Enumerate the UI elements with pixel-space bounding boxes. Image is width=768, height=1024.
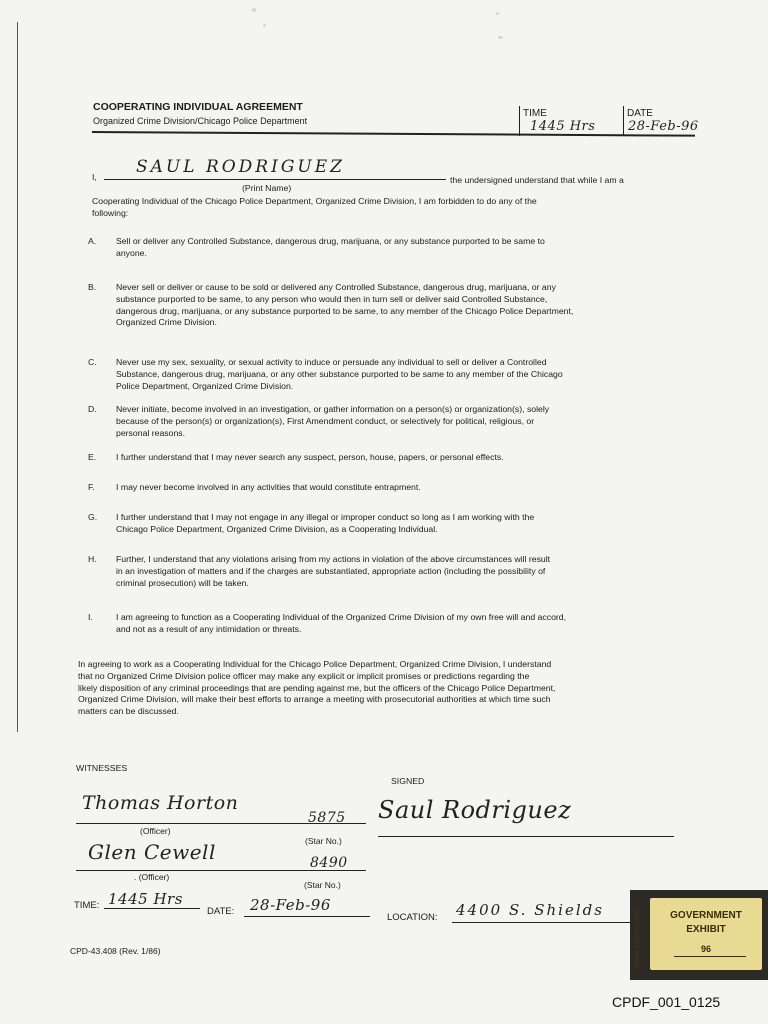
item-letter: H.: [88, 554, 97, 564]
scan-speck: [498, 36, 503, 39]
item-letter: I.: [88, 612, 93, 622]
footer-date-line: [244, 916, 370, 917]
item-text-line: I further understand that I may never search any suspect, person, house, papers, or personal effects.: [116, 452, 504, 462]
print-name-line: [104, 179, 446, 180]
item-text-line: in an investigation of matters and if the charges are substantiated, appropriate action (including the possibility of: [116, 565, 546, 576]
closing-line: matters can be discussed.: [78, 706, 179, 717]
government-exhibit-sticker: [630, 890, 768, 980]
exhibit-number-line: [674, 956, 746, 957]
time-field: [519, 106, 620, 136]
handwritten-print-name: SAUL RODRIGUEZ: [136, 157, 345, 177]
item-text-line: personal reasons.: [116, 427, 186, 438]
date-field: [623, 106, 714, 136]
closing-paragraph: [78, 659, 555, 718]
document-title: COOPERATING INDIVIDUAL AGREEMENT: [93, 101, 303, 113]
item-letter: G.: [88, 512, 98, 522]
intro-prefix: I,: [92, 172, 97, 182]
item-letter: F.: [88, 482, 95, 492]
date-label: DATE: [627, 108, 653, 119]
item-text-line: Further, I understand that any violations arising from my actions in violation of the above circumstances will result: [116, 554, 551, 564]
closing-line: Organized Crime Division, will make their best efforts to arrange a meeting with prosecutorial authorities at which time such: [78, 694, 551, 705]
item-text-line: Never sell or deliver or cause to be sold or delivered any Controlled Substance, dangerous drug, marijuana, or any: [116, 282, 556, 292]
signer-signature: Saul Rodriguez: [378, 796, 572, 824]
item-letter: E.: [88, 452, 97, 462]
officer2-signature: Glen Cewell: [88, 840, 216, 864]
item-text-line: Organized Crime Division.: [116, 317, 217, 328]
bates-number: CPDF_001_0125: [612, 994, 721, 1010]
item-text-line: I am agreeing to function as a Cooperating Individual of the Organized Crime Division of my own free will and accord,: [116, 612, 567, 622]
item-text-line: I further understand that I may not engage in any illegal or improper conduct so long as I am working with the: [116, 512, 535, 522]
item-text-line: Chicago Police Department, Organized Crime Division, as a Cooperating Individual.: [116, 523, 438, 534]
officer1-label: (Officer): [140, 826, 171, 836]
footer-date-value: 28-Feb-96: [250, 896, 331, 914]
footer-time-label: TIME:: [74, 900, 100, 911]
officer2-label: . (Officer): [134, 872, 170, 882]
scan-speck: [496, 12, 499, 15]
left-margin-line: [17, 22, 18, 732]
item-text-line: because of the person(s) or organization(s), First Amendment conduct, or selectively for political, religious, or: [116, 415, 535, 426]
closing-line: likely disposition of any criminal proceedings that are pending against me, but the officers of the Chicago Police Department,: [78, 682, 556, 693]
item-letter: A.: [88, 236, 97, 246]
item-text-line: Substance, dangerous drug, marijuana, or any other substance purported to be same to any member of the Chicago: [116, 368, 563, 379]
closing-line: In agreeing to work as a Cooperating Individual for the Chicago Police Department, Organized Crime Division, I understand: [78, 659, 552, 669]
item-text-line: Sell or deliver any Controlled Substance, dangerous drug, marijuana, or any substance purported to be same to: [116, 236, 545, 246]
item-text-line: Never initiate, become involved in an investigation, or gather information on a person(s) or organization(s), solely: [116, 404, 550, 414]
item-text-line: Never use my sex, sexuality, or sexual activity to induce or persuade any individual to sell or deliver a Controlled: [116, 357, 547, 367]
date-value: 28-Feb-96: [628, 119, 699, 134]
signed-label: SIGNED: [391, 776, 425, 786]
scan-speck: [252, 8, 256, 12]
item-text-line: criminal prosecution) will be taken.: [116, 577, 249, 588]
footer-location-label: LOCATION:: [387, 912, 438, 923]
officer1-star-number: 5875: [308, 810, 346, 826]
document-subtitle: Organized Crime Division/Chicago Police Department: [93, 116, 308, 126]
footer-location-line: [452, 922, 632, 923]
item-letter: C.: [88, 357, 97, 367]
item-letter: D.: [88, 404, 97, 414]
scan-speck: [263, 24, 266, 27]
star-no-label-1: (Star No.): [305, 836, 342, 846]
form-number: CPD-43.408 (Rev. 1/86): [70, 946, 161, 956]
item-text-line: dangerous drug, marijuana, or any substance purported to be same, to any member of the Chicago Police Department,: [116, 305, 574, 316]
item-text-line: Police Department, Organized Crime Division.: [116, 380, 294, 391]
exhibit-title-line1: GOVERNMENT: [670, 910, 742, 921]
exhibit-title-line2: EXHIBIT: [686, 924, 726, 935]
star-no-label-2: (Star No.): [304, 880, 341, 890]
signer-signature-line: [378, 836, 674, 837]
item-text-line: anyone.: [116, 247, 147, 258]
exhibit-number: 96: [700, 944, 711, 954]
footer-time-value: 1445 Hrs: [108, 890, 183, 908]
officer2-star-number: 8490: [310, 855, 348, 871]
footer-location-value: 4400 S. Shields: [456, 901, 604, 919]
item-text-line: substance purported to be same, to any person who would then in turn sell or deliver said Controlled Substance,: [116, 293, 548, 304]
item-letter: B.: [88, 282, 97, 292]
witnesses-label: WITNESSES: [76, 763, 128, 773]
item-text-line: I may never become involved in any activities that would constitute entrapment.: [116, 482, 421, 492]
sticker-side-text: DANIELS 800-762-0280: [635, 908, 641, 968]
intro-suffix: the undersigned understand that while I am a: [450, 175, 624, 185]
intro-line3: following:: [92, 208, 129, 218]
item-text-line: and not as a result of any intimidation or threats.: [116, 623, 302, 634]
footer-time-line: [104, 908, 200, 909]
print-name-label: (Print Name): [242, 183, 292, 193]
intro-line2: Cooperating Individual of the Chicago Police Department, Organized Crime Division, I am forbidden to do any of the: [92, 196, 537, 206]
time-value: 1445 Hrs: [530, 119, 596, 134]
closing-line: that no Organized Crime Division police officer may make any explicit or implicit promises or predictions regarding the: [78, 670, 530, 681]
officer1-signature: Thomas Horton: [82, 792, 239, 814]
time-label: TIME: [523, 108, 547, 119]
footer-date-label: DATE:: [207, 906, 235, 917]
sticker-label: [650, 898, 762, 970]
